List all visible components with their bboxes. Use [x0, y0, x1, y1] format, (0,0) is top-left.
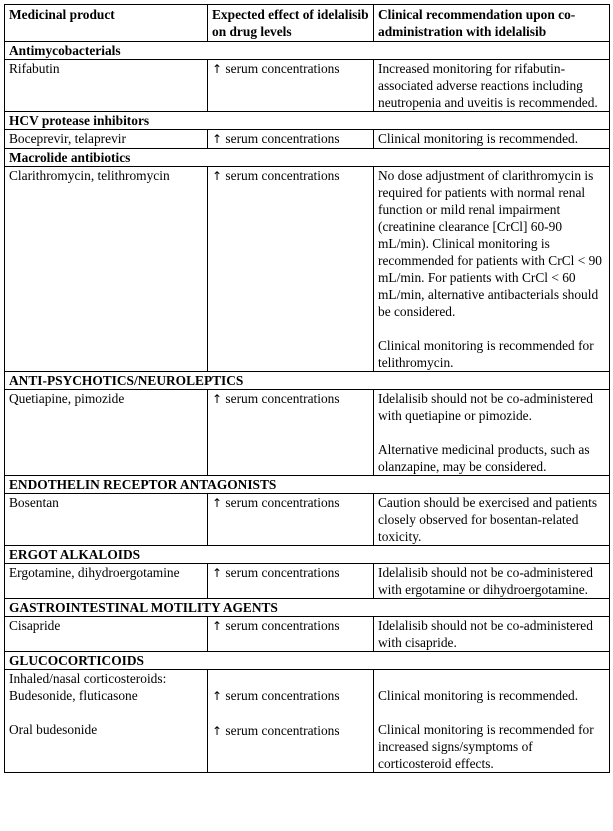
- effect-label: serum concentrations: [225, 391, 340, 406]
- effect-text: [212, 722, 369, 740]
- header-expected-effect: Expected effect of idelalisib on drug levels: [208, 5, 374, 42]
- recommendation-text: Clinical monitoring is recommended.: [378, 688, 579, 703]
- recommendation-text: Idelalisib should not be co-administered with quetiapine or pimozide.: [378, 391, 593, 423]
- effect-cell: [208, 130, 374, 149]
- arrow-up-icon: ↑: [212, 496, 223, 510]
- recommendation-cell: [374, 670, 610, 773]
- product-name: Boceprevir, telaprevir: [5, 130, 208, 149]
- header-medicinal-product: Medicinal product: [5, 5, 208, 42]
- effect-label: serum concentrations: [225, 168, 340, 183]
- recommendation-text: Increased monitoring for rifabutin-associated adverse reactions including neutropenia and uveitis is recommended.: [378, 61, 598, 110]
- effect-label: serum concentrations: [225, 618, 340, 633]
- product-subheader: Inhaled/nasal corticosteroids:: [9, 671, 167, 686]
- table-row: [5, 60, 610, 112]
- recommendation-text: Caution should be exercised and patients closely observed for bosentan-related toxicity.: [378, 495, 598, 544]
- category-row: [5, 372, 610, 390]
- recommendation-text: Idelalisib should not be co-administered with ergotamine or dihydroergotamine.: [378, 565, 593, 597]
- category-row: [5, 476, 610, 494]
- header-row: [5, 5, 610, 42]
- effect-label: serum concentrations: [225, 131, 340, 146]
- category-row: [5, 599, 610, 617]
- category-hcv-protease-inhibitors: HCV protease inhibitors: [5, 112, 610, 130]
- effect-label: serum concentrations: [225, 495, 340, 510]
- category-row: [5, 149, 610, 167]
- recommendation-text: Clinical monitoring is recommended for telithromycin.: [378, 338, 594, 370]
- category-row: [5, 112, 610, 130]
- product-name: Bosentan: [5, 494, 208, 546]
- effect-label: serum concentrations: [225, 565, 340, 580]
- recommendation-text: No dose adjustment of clarithromycin is required for patients with normal renal function or mild renal impairment (creatinine clearance [CrCl] 60-90 mL/min). Clinical monitoring is recommended for patients with CrCl < 90 mL/min. For patients with CrCl < 60 mL/min, alternative antibacterials should be considered.: [378, 168, 602, 319]
- arrow-up-icon: ↑: [212, 689, 223, 703]
- table-row: [5, 167, 610, 372]
- header-clinical-recommendation: Clinical recommendation upon co-administration with idelalisib: [374, 5, 610, 42]
- effect-label: serum concentrations: [225, 61, 340, 76]
- table-row: [5, 494, 610, 546]
- recommendation-text: Alternative medicinal products, such as olanzapine, may be considered.: [378, 442, 590, 474]
- arrow-up-icon: ↑: [212, 169, 223, 183]
- recommendation-cell: [374, 390, 610, 476]
- category-antimycobacterials: Antimycobacterials: [5, 42, 610, 60]
- product-name: Rifabutin: [5, 60, 208, 112]
- recommendation-cell: [374, 494, 610, 546]
- effect-cell: [208, 617, 374, 652]
- table-row: [5, 130, 610, 149]
- product-name: Cisapride: [5, 617, 208, 652]
- arrow-up-icon: ↑: [212, 724, 223, 738]
- category-anti-psychotics-neuroleptics: ANTI-PSYCHOTICS/NEUROLEPTICS: [5, 372, 610, 390]
- product-name: Oral budesonide: [9, 722, 98, 737]
- arrow-up-icon: ↑: [212, 619, 223, 633]
- category-ergot-alkaloids: ERGOT ALKALOIDS: [5, 546, 610, 564]
- effect-cell: [208, 60, 374, 112]
- interaction-table: [4, 4, 610, 773]
- arrow-up-icon: ↑: [212, 132, 223, 146]
- effect-cell: [208, 564, 374, 599]
- category-row: [5, 42, 610, 60]
- effect-label: serum concentrations: [225, 723, 340, 738]
- product-name: Ergotamine, dihydroergotamine: [5, 564, 208, 599]
- effect-text: [212, 687, 369, 705]
- effect-cell: [208, 670, 374, 773]
- effect-cell: [208, 167, 374, 372]
- table-row: [5, 617, 610, 652]
- table-body: [5, 42, 610, 773]
- category-row: [5, 652, 610, 670]
- category-gastrointestinal-motility-agents: GASTROINTESTINAL MOTILITY AGENTS: [5, 599, 610, 617]
- category-endothelin-receptor-antagonists: ENDOTHELIN RECEPTOR ANTAGONISTS: [5, 476, 610, 494]
- recommendation-text: Clinical monitoring is recommended for increased signs/symptoms of corticosteroid effects.: [378, 722, 594, 771]
- arrow-up-icon: ↑: [212, 392, 223, 406]
- arrow-up-icon: ↑: [212, 62, 223, 76]
- recommendation-text: Clinical monitoring is recommended.: [378, 131, 579, 146]
- product-cell: [5, 670, 208, 773]
- recommendation-cell: [374, 130, 610, 149]
- recommendation-cell: [374, 617, 610, 652]
- category-macrolide-antibiotics: Macrolide antibiotics: [5, 149, 610, 167]
- recommendation-text: Idelalisib should not be co-administered with cisapride.: [378, 618, 593, 650]
- category-glucocorticoids: GLUCOCORTICOIDS: [5, 652, 610, 670]
- product-name: Clarithromycin, telithromycin: [5, 167, 208, 372]
- recommendation-cell: [374, 564, 610, 599]
- product-name: Budesonide, fluticasone: [9, 688, 138, 703]
- table-row: [5, 390, 610, 476]
- recommendation-cell: [374, 167, 610, 372]
- category-row: [5, 546, 610, 564]
- table-row: [5, 564, 610, 599]
- recommendation-cell: [374, 60, 610, 112]
- product-name: Quetiapine, pimozide: [5, 390, 208, 476]
- effect-cell: [208, 494, 374, 546]
- arrow-up-icon: ↑: [212, 566, 223, 580]
- effect-label: serum concentrations: [225, 688, 340, 703]
- table-row: [5, 670, 610, 773]
- effect-cell: [208, 390, 374, 476]
